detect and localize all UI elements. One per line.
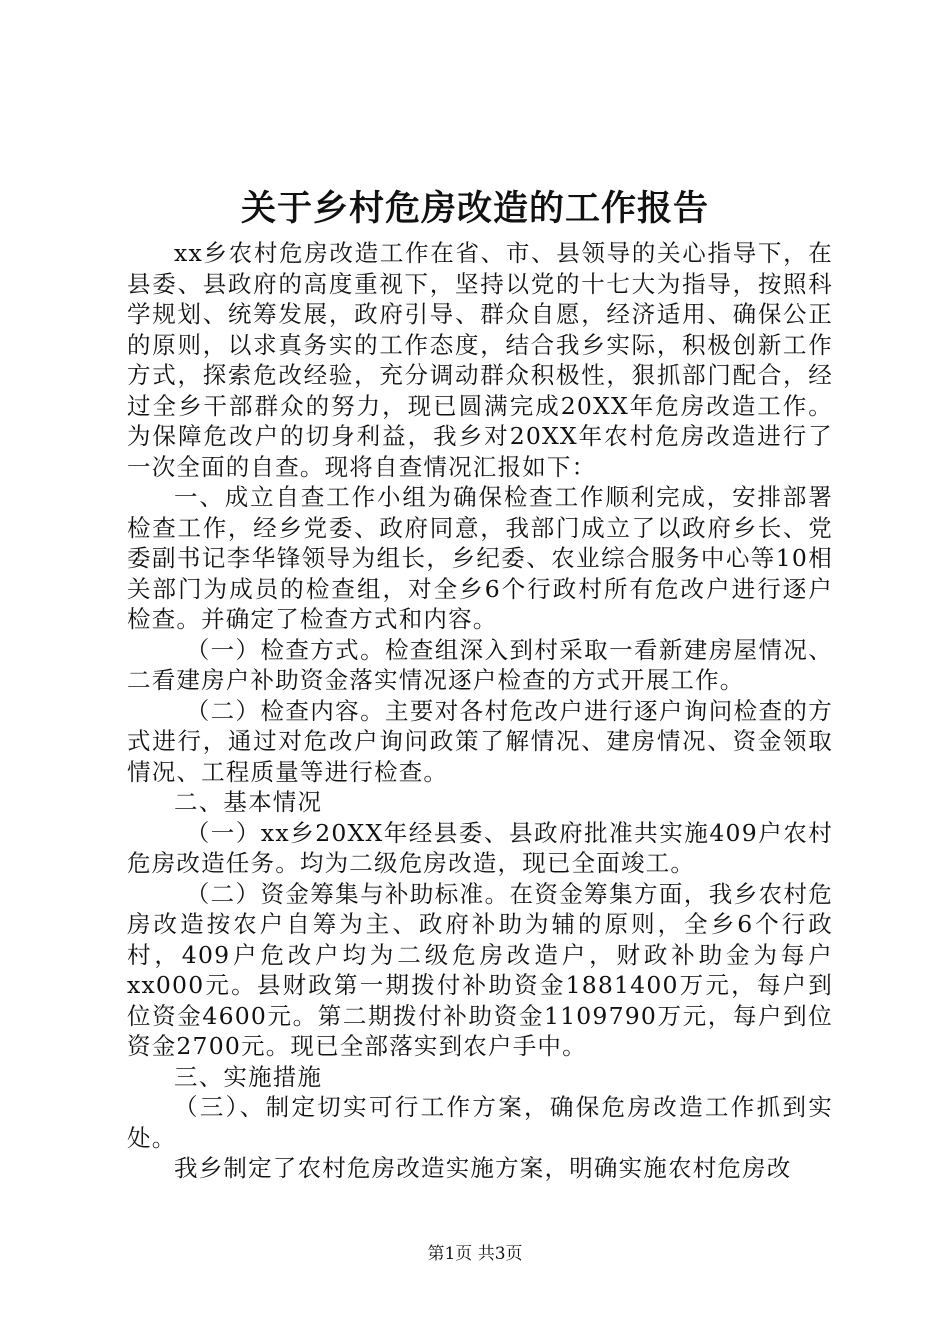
paragraph-section-1: 一、成立自查工作小组为确保检查工作顺利完成，安排部署检查工作，经乡党委、政府同意，我部门成立了以政府乡长、党委副书记李华锋领导为组长，乡纪委、农业综合服务中心等10相关部门为成员的检查组，对全乡6个行政村所有危改户进行逐户检查。并确定了检查方式和内容。 <box>127 483 833 633</box>
document-body <box>127 238 833 1184</box>
paragraph-measures-2: 我乡制定了农村危房改造实施方案，明确实施农村危房改 <box>174 1154 792 1182</box>
paragraph-check-content: （二）检查内容。主要对各村危改户进行逐户询问检查的方式进行，通过对危改户询问政策了解情况、建房情况、资金领取情况、工程质量等进行检查。 <box>127 696 833 786</box>
paragraph-measures-1: （三）、制定切实可行工作方案，确保危房改造工作抓到实处。 <box>127 1093 833 1152</box>
heading-basic-situation: 二、基本情况 <box>174 788 323 816</box>
page-footer: 第1页 共3页 <box>427 1244 523 1264</box>
paragraph-intro: xx乡农村危房改造工作在省、市、县领导的关心指导下，在县委、县政府的高度重视下，坚持以党的十七大为指导，按照科学规划、统筹发展，政府引导、群众自愿，经济适用、确保公正的原则，以求真务实的工作态度，结合我乡实际，积极创新工作方式，探索危改经验，充分调动群众积极性，狠抓部门配合，经过全乡干部群众的努力，现已圆满完成20XX年危房改造工作。为保障危改户的切身利益，我乡对20XX年农村危房改造进行了一次全面的自查。现将自查情况汇报如下： <box>127 239 833 481</box>
document-title: 关于乡村危房改造的工作报告 <box>240 188 709 229</box>
paragraph-check-method: （一）检查方式。检查组深入到村采取一看新建房屋情况、二看建房户补助资金落实情况逐户检查的方式开展工作。 <box>127 635 833 694</box>
paragraph-basic-2: （二）资金筹集与补助标准。在资金筹集方面，我乡农村危房改造按农户自筹为主、政府补助为辅的原则，全乡6个行政村，409户危改户均为二级危房改造户，财政补助金为每户xx000元。县财政第一期拨付补助资金1881400万元，每户到位资金4600元。第二期拨付补助资金1109790万元，每户到位资金2700元。现已全部落实到农户手中。 <box>127 879 833 1060</box>
paragraph-basic-1: （一）xx乡20XX年经县委、县政府批准共实施409户农村危房改造任务。均为二级危房改造，现已全面竣工。 <box>127 818 833 877</box>
heading-measures: 三、实施措施 <box>174 1062 323 1091</box>
